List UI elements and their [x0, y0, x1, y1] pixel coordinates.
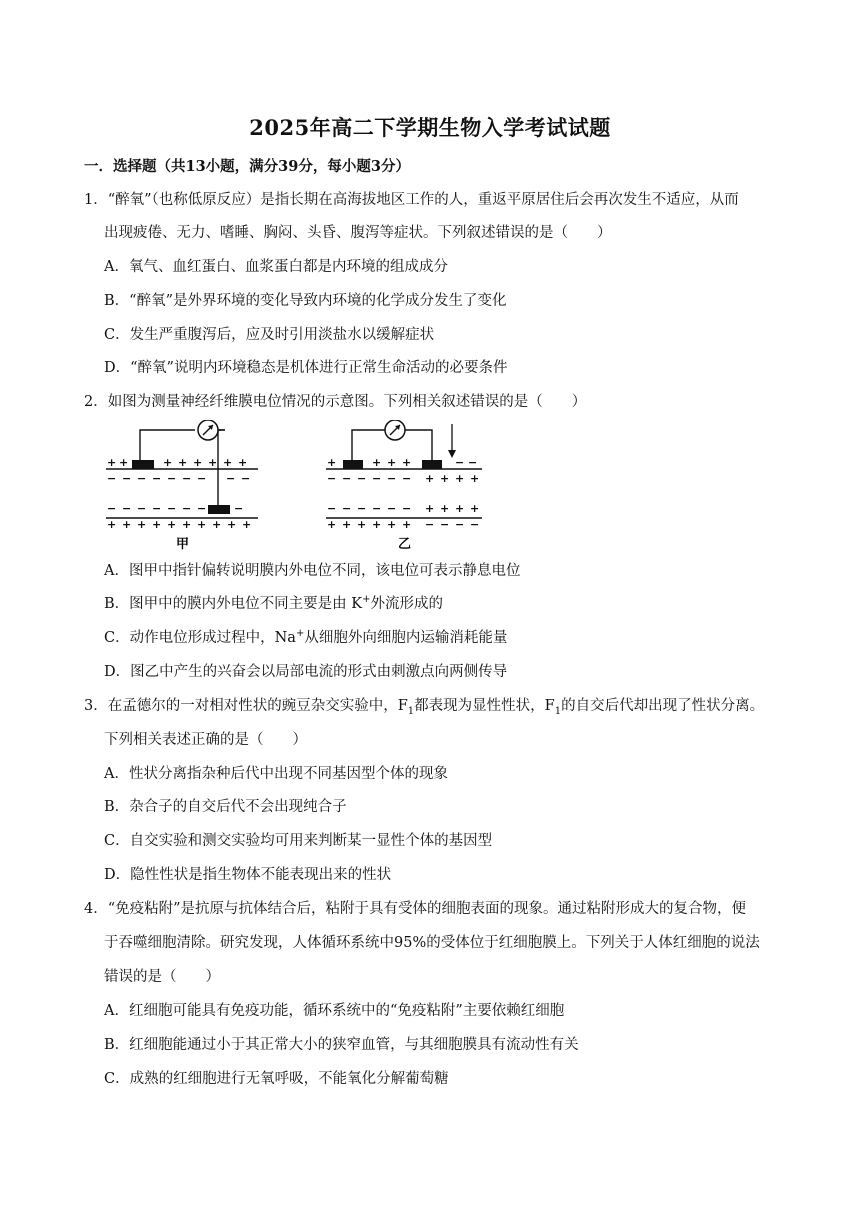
- svg-text:+: +: [470, 502, 480, 515]
- question-4-option-a: A．红细胞可能具有免疫功能，循环系统中的“免疫粘附”主要依赖红细胞: [104, 1003, 565, 1019]
- question-1-option-a: A．氧气、血红蛋白、血浆蛋白都是内环境的组成成分: [104, 259, 448, 275]
- svg-text:−: −: [107, 472, 117, 485]
- svg-text:+: +: [182, 518, 192, 531]
- svg-text:−: −: [152, 472, 162, 485]
- question-1-option-c: C．发生严重腹泻后，应及时引用淡盐水以缓解症状: [104, 327, 435, 343]
- question-1-option-b: B．“醉氧”是外界环境的变化导致内环境的化学成分发生了变化: [104, 293, 507, 309]
- svg-text:+: +: [440, 502, 450, 515]
- question-1-option-d: D．“醉氧”说明内环境稳态是机体进行正常生命活动的必要条件: [104, 360, 508, 376]
- svg-text:−: −: [470, 518, 480, 531]
- question-2-option-c: C．动作电位形成过程中，Na+从细胞外向细胞内运输消耗能量: [104, 628, 508, 646]
- svg-text:+: +: [342, 518, 352, 531]
- question-2-option-b: B．图甲中的膜内外电位不同主要是由 K+外流形成的: [104, 594, 443, 612]
- svg-text:+: +: [208, 456, 218, 469]
- section-heading: 一．选择题（共13小题，满分39分，每小题3分）: [84, 158, 410, 175]
- figure-yi: [326, 420, 482, 552]
- question-3-option-c: C．自交实验和测交实验均可用来判断某一显性个体的基因型: [104, 833, 493, 849]
- svg-text:−: −: [342, 472, 352, 485]
- membrane-potential-diagram: [100, 420, 500, 555]
- svg-text:+: +: [163, 456, 173, 469]
- figure-jia-caption: 甲: [176, 537, 190, 552]
- svg-text:+: +: [440, 472, 450, 485]
- svg-text:+: +: [387, 518, 397, 531]
- svg-text:+: +: [152, 518, 162, 531]
- svg-text:+: +: [387, 456, 397, 469]
- svg-text:+: +: [455, 472, 465, 485]
- svg-text:−: −: [234, 502, 244, 515]
- svg-text:−: −: [226, 472, 236, 485]
- question-2-option-a: A．图甲中指针偏转说明膜内外电位不同，该电位可表示静息电位: [104, 563, 521, 579]
- figure-jia: [106, 420, 258, 552]
- svg-text:+: +: [372, 456, 382, 469]
- svg-text:−: −: [455, 518, 465, 531]
- svg-text:−: −: [468, 456, 478, 469]
- svg-text:+: +: [193, 456, 203, 469]
- svg-text:+: +: [227, 518, 237, 531]
- svg-text:−: −: [402, 472, 412, 485]
- question-2-option-d: D．图乙中产生的兴奋会以局部电流的形式由刺激点向两侧传导: [104, 664, 508, 680]
- svg-text:−: −: [357, 502, 367, 515]
- svg-text:−: −: [327, 472, 337, 485]
- question-2-stem: 2．如图为测量神经纤维膜电位情况的示意图。下列相关叙述错误的是（ ）: [84, 394, 587, 410]
- svg-text:+: +: [107, 456, 117, 469]
- svg-text:−: −: [241, 472, 251, 485]
- svg-text:−: −: [182, 472, 192, 485]
- svg-text:−: −: [167, 502, 177, 515]
- membrane-potential-figure: [100, 420, 500, 555]
- svg-text:−: −: [122, 502, 132, 515]
- svg-text:+: +: [402, 456, 412, 469]
- question-3-option-b: B．杂合子的自交后代不会出现纯合子: [104, 799, 347, 815]
- svg-text:−: −: [182, 502, 192, 515]
- svg-text:+: +: [167, 518, 177, 531]
- question-1-stem-line1: 1．“醉氧”（也称低原反应）是指长期在高海拔地区工作的人，重返平原居住后会再次发生不适应，从而: [84, 192, 739, 208]
- svg-text:−: −: [167, 472, 177, 485]
- svg-text:+: +: [242, 518, 252, 531]
- svg-text:−: −: [137, 472, 147, 485]
- question-3-stem-line2: 下列相关表述正确的是（ ）: [104, 732, 307, 748]
- svg-text:−: −: [137, 502, 147, 515]
- figure-yi-caption: 乙: [398, 537, 412, 552]
- svg-text:−: −: [152, 502, 162, 515]
- svg-text:−: −: [387, 472, 397, 485]
- svg-text:−: −: [455, 456, 465, 469]
- svg-text:−: −: [372, 502, 382, 515]
- question-4-option-c: C．成熟的红细胞进行无氧呼吸，不能氧化分解葡萄糖: [104, 1071, 449, 1087]
- svg-text:−: −: [425, 518, 435, 531]
- svg-text:+: +: [197, 518, 207, 531]
- svg-text:+: +: [137, 518, 147, 531]
- page-title: 2025年高二下学期生物入学考试试题: [249, 115, 611, 140]
- svg-text:+: +: [223, 456, 233, 469]
- svg-text:+: +: [470, 472, 480, 485]
- svg-text:−: −: [342, 502, 352, 515]
- svg-text:−: −: [197, 472, 207, 485]
- svg-text:−: −: [197, 502, 207, 515]
- svg-text:+: +: [402, 518, 412, 531]
- question-3-option-d: D．隐性性状是指生物体不能表现出来的性状: [104, 867, 392, 883]
- svg-text:−: −: [387, 502, 397, 515]
- question-3-stem-line1: 3．在孟德尔的一对相对性状的豌豆杂交实验中，$F_1$都表现为显性性状，$F_1$的自交后代却出现了性状分离。: [84, 698, 765, 717]
- svg-text:+: +: [122, 518, 132, 531]
- galvanometer-icon: [198, 420, 218, 440]
- svg-text:−: −: [372, 472, 382, 485]
- svg-text:+: +: [357, 518, 367, 531]
- svg-text:−: −: [122, 472, 132, 485]
- svg-text:+: +: [425, 472, 435, 485]
- svg-text:+: +: [212, 518, 222, 531]
- svg-text:+: +: [178, 456, 188, 469]
- question-4-stem-line2: 于吞噬细胞清除。研究发现，人体循环系统中95%的受体位于红细胞膜上。下列关于人体红细胞的说法: [104, 935, 760, 951]
- svg-text:+: +: [327, 518, 337, 531]
- svg-text:+: +: [455, 502, 465, 515]
- svg-text:+: +: [107, 518, 117, 531]
- svg-text:−: −: [440, 518, 450, 531]
- svg-text:−: −: [107, 502, 117, 515]
- svg-text:+: +: [119, 456, 129, 469]
- question-4-stem-line3: 错误的是（ ）: [104, 969, 220, 985]
- galvanometer-icon: [385, 420, 405, 440]
- svg-text:+: +: [327, 456, 337, 469]
- svg-text:−: −: [402, 502, 412, 515]
- question-1-stem-line2: 出现疲倦、无力、嗜睡、胸闷、头昏、腹泻等症状。下列叙述错误的是（ ）: [104, 225, 612, 241]
- svg-text:+: +: [238, 456, 248, 469]
- svg-text:+: +: [425, 502, 435, 515]
- question-4-stem-line1: 4．“免疫粘附”是抗原与抗体结合后，粘附于具有受体的细胞表面的现象。通过粘附形成大的复合物，便: [84, 901, 747, 917]
- svg-text:−: −: [327, 502, 337, 515]
- svg-text:−: −: [357, 472, 367, 485]
- question-4-option-b: B．红细胞能通过小于其正常大小的狭窄血管，与其细胞膜具有流动性有关: [104, 1037, 579, 1053]
- svg-text:+: +: [372, 518, 382, 531]
- question-3-option-a: A．性状分离指杂种后代中出现不同基因型个体的现象: [104, 766, 448, 782]
- stimulus-arrow-icon: [448, 424, 456, 458]
